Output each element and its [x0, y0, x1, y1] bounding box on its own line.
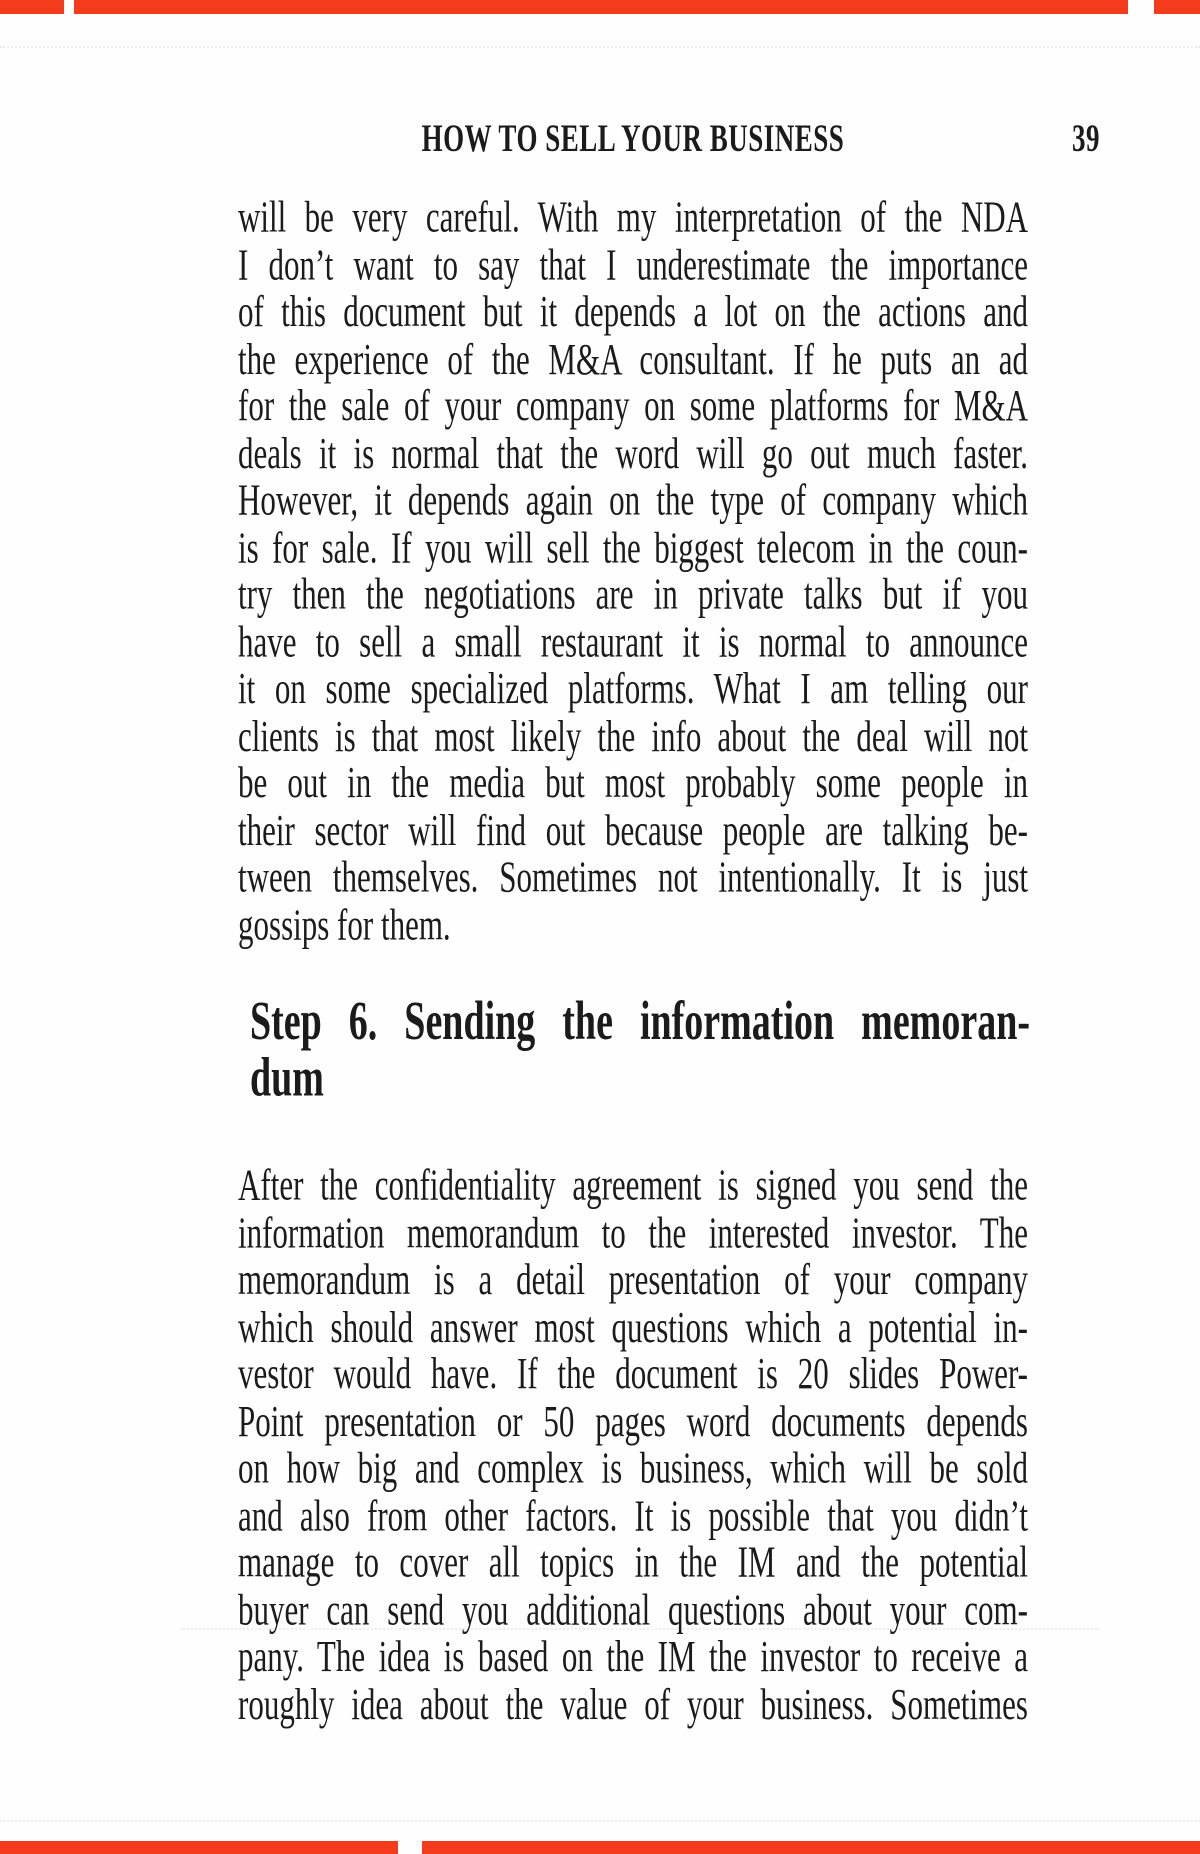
text-line: try then the negotiations are in private talks but if you: [238, 568, 1028, 619]
text-line: will be very careful. With my interpretation of the NDA: [238, 191, 1028, 242]
text-line: However, it depends again on the type of company which: [238, 473, 1028, 525]
text-line: gossips for them.: [238, 897, 451, 949]
section-heading: [250, 991, 1030, 1108]
heading-line: Step 6. Sending the information memoran-: [250, 991, 1030, 1052]
text-line: be out in the media but most probably some people in: [238, 756, 1028, 808]
running-header: [238, 116, 1100, 180]
text-line: memorandum is a detail presentation of your company: [238, 1253, 1028, 1305]
text-line: the experience of the M&A consultant. If he puts an ad: [238, 332, 1028, 384]
page-number: 39: [1072, 116, 1100, 160]
text-line: clients is that most likely the info about the deal will not: [238, 709, 1028, 761]
text-line: which should answer most questions which a potential in-: [238, 1300, 1028, 1352]
paragraph-2: [238, 1159, 1028, 1729]
text-line: buyer can send you additional questions about your com-: [238, 1583, 1028, 1634]
paragraph-1: [238, 191, 1028, 949]
text-line: deals it is normal that the word will go out much faster.: [238, 426, 1028, 478]
text-line: of this document but it depends a lot on the actions and: [238, 285, 1028, 337]
text-line: is for sale. If you will sell the biggest telecom in the coun-: [238, 520, 1028, 572]
text-line: pany. The idea is based on the IM the investor to receive a: [238, 1630, 1028, 1682]
text-line: manage to cover all topics in the IM and the potential: [238, 1536, 1028, 1587]
text-line: I don’t want to say that I underestimate the importance: [238, 238, 1028, 289]
text-line: After the confidentiality agreement is signed you send the: [238, 1159, 1028, 1210]
text-line: it on some specialized platforms. What I am telling our: [238, 662, 1028, 714]
text-line: for the sale of your company on some platforms for M&A: [238, 379, 1028, 431]
text-line: tween themselves. Sometimes not intentionally. It is just: [238, 850, 1028, 902]
chapter-title: HOW TO SELL YOUR BUSINESS: [421, 116, 845, 160]
scan-artifact-line: [0, 46, 1200, 48]
red-cover-edge-top: [0, 0, 1200, 14]
text-line: their sector will find out because people are talking be-: [238, 803, 1028, 855]
heading-line: dum: [250, 1046, 324, 1108]
text-line: and also from other factors. It is possible that you didn’t: [238, 1488, 1028, 1540]
scan-artifact-line: [0, 1820, 1200, 1822]
text-line: have to sell a small restaurant it is normal to announce: [238, 615, 1028, 666]
text-line: on how big and complex is business, which will be sold: [238, 1441, 1028, 1493]
text-line: vestor would have. If the document is 20 slides Power-: [238, 1347, 1028, 1399]
text-line: Point presentation or 50 pages word documents depends: [238, 1394, 1028, 1446]
text-line: information memorandum to the interested investor. The: [238, 1206, 1028, 1257]
text-line: roughly idea about the value of your business. Sometimes: [238, 1677, 1028, 1729]
red-cover-edge-bottom: [0, 1841, 1200, 1854]
